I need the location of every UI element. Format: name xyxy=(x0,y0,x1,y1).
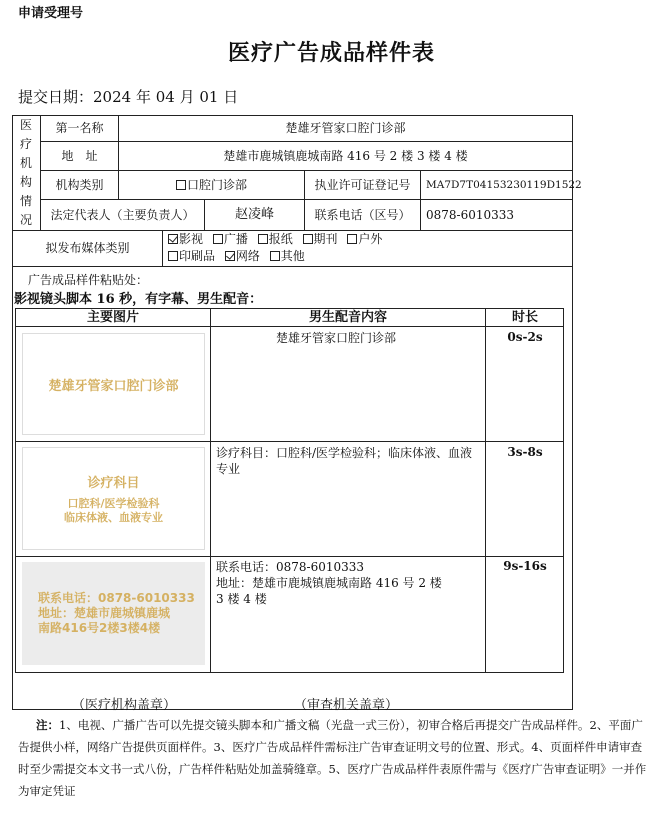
legal-rep-label: 法定代表人（主要负责人） xyxy=(50,207,195,222)
phone-label: 联系电话（区号） xyxy=(314,207,411,222)
media-options xyxy=(168,231,568,266)
divider xyxy=(15,326,564,327)
category-label: 机构类别 xyxy=(55,177,104,192)
submit-date xyxy=(18,86,238,107)
checkbox-icon xyxy=(213,234,223,244)
checkbox-checked-icon xyxy=(168,234,178,244)
media-options-row-2 xyxy=(168,248,568,265)
notes-text: 1、电视、广播广告可以先提交镜头脚本和广播文稿（光盘一式三份），初审合格后再提交广告成品样件。2、平面广告提供小样，网络广告提供页面样件。3、医疗广告成品样件需标注广告审查证明文号的位置、形式。4、页面样件申请审查时至少需提交本文书一式八份，广告样件粘贴处加盖骑缝章。5、医疗广告成品样件表原件需与《医疗广告审查证明》一并作为审定凭证 xyxy=(18,718,647,798)
first-name-label: 第一名称 xyxy=(55,121,104,136)
voice-text-1: 楚雄牙管家口腔门诊部 xyxy=(276,331,397,345)
divider xyxy=(15,556,564,557)
phone-value: 0878-6010333 xyxy=(426,207,515,222)
media-option-print[interactable]: 印刷品 xyxy=(168,249,215,263)
sample-paste-label: 广告成品样件粘贴处： xyxy=(28,273,149,287)
legal-rep-value: 赵凌峰 xyxy=(234,207,274,223)
sample-image-2: 诊疗科目 口腔科/医学检验科 临床体液、血液专业 xyxy=(22,447,205,550)
category-value: 口腔门诊部 xyxy=(119,171,304,199)
duration-2: 3s-8s xyxy=(507,445,543,459)
page-title: 医疗广告成品样件表 xyxy=(227,40,435,66)
checkbox-icon xyxy=(347,234,357,244)
sample-heading: 影视镜头脚本 16 秒，有字幕、男生配音： xyxy=(14,292,263,307)
voice-text-2: 诊疗科目：口腔科/医学检验科；临床体液、血液专业 xyxy=(216,446,473,476)
institution-seal-label: （医疗机构盖章） xyxy=(72,698,177,713)
checkbox-icon xyxy=(168,251,178,261)
address-label: 地 址 xyxy=(61,148,98,163)
media-category-label: 拟发布媒体类别 xyxy=(45,241,130,256)
divider xyxy=(210,308,211,673)
duration-3: 9s-16s xyxy=(503,559,547,573)
license-label: 执业许可证登记号 xyxy=(314,177,411,192)
application-number-label: 申请受理号 xyxy=(18,6,84,21)
media-option-video[interactable]: 影视 xyxy=(168,232,203,246)
address-value: 楚雄市鹿城镇鹿城南路 416 号 2 楼 3 楼 4 楼 xyxy=(223,148,468,163)
license-value: MA7D7T04153230119D1522 xyxy=(426,178,582,191)
submit-date-label: 提交日期： xyxy=(18,88,94,106)
first-name-value: 楚雄牙管家口腔门诊部 xyxy=(285,121,406,136)
institution-section-label: 医 疗 机 构 情 况 xyxy=(19,117,32,227)
checkbox-icon xyxy=(303,234,313,244)
col-header-duration: 时长 xyxy=(511,310,538,325)
review-seal-label: （审查机关盖章） xyxy=(294,698,399,713)
media-options-row-1 xyxy=(168,231,568,248)
duration-1: 0s-2s xyxy=(507,330,543,344)
media-option-radio[interactable]: 广播 xyxy=(213,232,248,246)
media-option-newspaper[interactable]: 报纸 xyxy=(258,232,293,246)
media-option-internet[interactable]: 网络 xyxy=(225,249,260,263)
divider xyxy=(12,266,573,267)
divider xyxy=(162,230,163,266)
col-header-image: 主要图片 xyxy=(86,310,139,325)
checkbox-icon xyxy=(258,234,268,244)
media-option-outdoor[interactable]: 户外 xyxy=(347,232,382,246)
checkbox-checked-icon xyxy=(225,251,235,261)
notes xyxy=(18,714,648,802)
divider xyxy=(485,308,486,673)
sample-image-1: 楚雄牙管家口腔门诊部 xyxy=(22,333,205,435)
sample-image-3: 联系电话：0878-6010333 地址：楚雄市鹿城镇鹿城 南路416号2楼3楼4楼 xyxy=(22,562,205,665)
submit-date-value: 2024 年 04 月 01 日 xyxy=(93,88,239,106)
media-option-other[interactable]: 其他 xyxy=(270,249,305,263)
voice-text-3: 联系电话：0878-6010333 地址：楚雄市鹿城镇鹿城南路 416 号 2 楼 3 楼 4 楼 xyxy=(216,560,442,606)
col-header-voice: 男生配音内容 xyxy=(308,310,387,325)
checkbox-icon xyxy=(270,251,280,261)
media-option-periodical[interactable]: 期刊 xyxy=(303,232,338,246)
divider xyxy=(15,441,564,442)
notes-prefix: 注： xyxy=(36,718,59,732)
checkbox-icon xyxy=(176,180,186,190)
divider xyxy=(420,170,421,230)
